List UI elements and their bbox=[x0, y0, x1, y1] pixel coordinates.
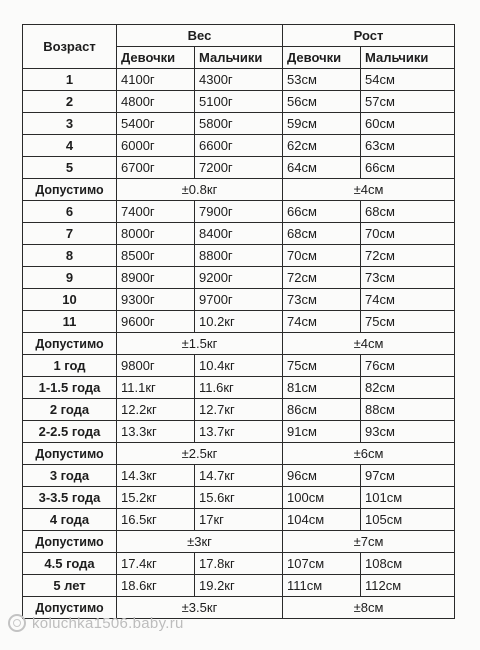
table-row bbox=[23, 135, 455, 157]
weight-girls-cell: 16.5кг bbox=[117, 509, 195, 531]
height-boys-cell: 101см bbox=[361, 487, 455, 509]
height-boys-cell: 74см bbox=[361, 289, 455, 311]
height-girls-cell: 70см bbox=[283, 245, 361, 267]
height-girls-cell: 86см bbox=[283, 399, 361, 421]
weight-girls-cell: 6000г bbox=[117, 135, 195, 157]
height-boys-cell: 88см bbox=[361, 399, 455, 421]
weight-girls-cell: 9800г bbox=[117, 355, 195, 377]
age-cell: 2 года bbox=[23, 399, 117, 421]
tolerance-height: ±8см bbox=[283, 597, 455, 619]
weight-girls-cell: 13.3кг bbox=[117, 421, 195, 443]
age-cell: 2-2.5 года bbox=[23, 421, 117, 443]
weight-girls-cell: 11.1кг bbox=[117, 377, 195, 399]
column-header-height-boys: Мальчики bbox=[361, 47, 455, 69]
table-row bbox=[23, 113, 455, 135]
height-girls-cell: 107см bbox=[283, 553, 361, 575]
table-row bbox=[23, 553, 455, 575]
table-row bbox=[23, 91, 455, 113]
weight-girls-cell: 8500г bbox=[117, 245, 195, 267]
age-cell: 10 bbox=[23, 289, 117, 311]
table-row bbox=[23, 509, 455, 531]
tolerance-label: Допустимо bbox=[23, 531, 117, 553]
height-boys-cell: 108см bbox=[361, 553, 455, 575]
height-boys-cell: 66см bbox=[361, 157, 455, 179]
table-row bbox=[23, 289, 455, 311]
tolerance-height: ±4см bbox=[283, 333, 455, 355]
weight-girls-cell: 9600г bbox=[117, 311, 195, 333]
height-girls-cell: 104см bbox=[283, 509, 361, 531]
height-girls-cell: 96см bbox=[283, 465, 361, 487]
table-row bbox=[23, 575, 455, 597]
weight-boys-cell: 8800г bbox=[195, 245, 283, 267]
weight-boys-cell: 19.2кг bbox=[195, 575, 283, 597]
age-cell: 3-3.5 года bbox=[23, 487, 117, 509]
weight-boys-cell: 13.7кг bbox=[195, 421, 283, 443]
weight-girls-cell: 12.2кг bbox=[117, 399, 195, 421]
weight-girls-cell: 7400г bbox=[117, 201, 195, 223]
age-cell: 4 года bbox=[23, 509, 117, 531]
weight-boys-cell: 9700г bbox=[195, 289, 283, 311]
height-boys-cell: 57см bbox=[361, 91, 455, 113]
table-row bbox=[23, 377, 455, 399]
weight-girls-cell: 9300г bbox=[117, 289, 195, 311]
tolerance-height: ±7см bbox=[283, 531, 455, 553]
weight-girls-cell: 5400г bbox=[117, 113, 195, 135]
tolerance-row bbox=[23, 179, 455, 201]
age-cell: 6 bbox=[23, 201, 117, 223]
table-row bbox=[23, 245, 455, 267]
tolerance-label: Допустимо bbox=[23, 333, 117, 355]
tolerance-height: ±6см bbox=[283, 443, 455, 465]
tolerance-row bbox=[23, 333, 455, 355]
age-cell: 9 bbox=[23, 267, 117, 289]
weight-girls-cell: 4800г bbox=[117, 91, 195, 113]
weight-boys-cell: 5100г bbox=[195, 91, 283, 113]
weight-boys-cell: 5800г bbox=[195, 113, 283, 135]
table-row bbox=[23, 355, 455, 377]
tolerance-weight: ±3.5кг bbox=[117, 597, 283, 619]
column-header-height: Рост bbox=[283, 25, 455, 47]
height-girls-cell: 68см bbox=[283, 223, 361, 245]
table-row bbox=[23, 487, 455, 509]
column-header-height-girls: Девочки bbox=[283, 47, 361, 69]
weight-girls-cell: 6700г bbox=[117, 157, 195, 179]
age-cell: 8 bbox=[23, 245, 117, 267]
column-header-weight: Вес bbox=[117, 25, 283, 47]
column-header-weight-boys: Мальчики bbox=[195, 47, 283, 69]
weight-boys-cell: 14.7кг bbox=[195, 465, 283, 487]
watermark bbox=[8, 611, 268, 635]
weight-boys-cell: 8400г bbox=[195, 223, 283, 245]
header-row-main bbox=[23, 25, 455, 47]
weight-boys-cell: 6600г bbox=[195, 135, 283, 157]
height-girls-cell: 73см bbox=[283, 289, 361, 311]
age-cell: 4 bbox=[23, 135, 117, 157]
height-girls-cell: 72см bbox=[283, 267, 361, 289]
weight-girls-cell: 8900г bbox=[117, 267, 195, 289]
height-boys-cell: 68см bbox=[361, 201, 455, 223]
weight-boys-cell: 4300г bbox=[195, 69, 283, 91]
baby-ru-logo-icon bbox=[8, 614, 26, 632]
height-boys-cell: 54см bbox=[361, 69, 455, 91]
weight-boys-cell: 7200г bbox=[195, 157, 283, 179]
height-girls-cell: 91см bbox=[283, 421, 361, 443]
weight-boys-cell: 15.6кг bbox=[195, 487, 283, 509]
tolerance-row bbox=[23, 531, 455, 553]
tolerance-label: Допустимо bbox=[23, 443, 117, 465]
height-boys-cell: 60см bbox=[361, 113, 455, 135]
height-girls-cell: 66см bbox=[283, 201, 361, 223]
height-boys-cell: 72см bbox=[361, 245, 455, 267]
weight-girls-cell: 18.6кг bbox=[117, 575, 195, 597]
height-girls-cell: 111см bbox=[283, 575, 361, 597]
height-boys-cell: 73см bbox=[361, 267, 455, 289]
age-cell: 2 bbox=[23, 91, 117, 113]
table-row bbox=[23, 465, 455, 487]
table-row bbox=[23, 267, 455, 289]
height-girls-cell: 81см bbox=[283, 377, 361, 399]
table-row bbox=[23, 421, 455, 443]
table-row bbox=[23, 157, 455, 179]
weight-girls-cell: 15.2кг bbox=[117, 487, 195, 509]
weight-girls-cell: 17.4кг bbox=[117, 553, 195, 575]
height-girls-cell: 56см bbox=[283, 91, 361, 113]
table-row bbox=[23, 69, 455, 91]
growth-table bbox=[22, 24, 455, 619]
height-girls-cell: 64см bbox=[283, 157, 361, 179]
height-boys-cell: 70см bbox=[361, 223, 455, 245]
tolerance-weight: ±3кг bbox=[117, 531, 283, 553]
age-cell: 5 bbox=[23, 157, 117, 179]
height-boys-cell: 105см bbox=[361, 509, 455, 531]
age-cell: 1-1.5 года bbox=[23, 377, 117, 399]
height-girls-cell: 74см bbox=[283, 311, 361, 333]
age-cell: 3 bbox=[23, 113, 117, 135]
height-boys-cell: 63см bbox=[361, 135, 455, 157]
age-cell: 4.5 года bbox=[23, 553, 117, 575]
weight-girls-cell: 8000г bbox=[117, 223, 195, 245]
weight-boys-cell: 17кг bbox=[195, 509, 283, 531]
tolerance-row bbox=[23, 443, 455, 465]
table-row bbox=[23, 201, 455, 223]
weight-boys-cell: 12.7кг bbox=[195, 399, 283, 421]
table-row bbox=[23, 311, 455, 333]
age-cell: 11 bbox=[23, 311, 117, 333]
age-cell: 1 год bbox=[23, 355, 117, 377]
tolerance-weight: ±1.5кг bbox=[117, 333, 283, 355]
table-body bbox=[23, 69, 455, 619]
height-boys-cell: 97см bbox=[361, 465, 455, 487]
age-cell: 3 года bbox=[23, 465, 117, 487]
growth-table-sheet bbox=[22, 24, 454, 619]
height-girls-cell: 100см bbox=[283, 487, 361, 509]
weight-boys-cell: 10.2кг bbox=[195, 311, 283, 333]
table-row bbox=[23, 223, 455, 245]
weight-girls-cell: 4100г bbox=[117, 69, 195, 91]
table-row bbox=[23, 399, 455, 421]
tolerance-weight: ±2.5кг bbox=[117, 443, 283, 465]
age-cell: 5 лет bbox=[23, 575, 117, 597]
height-boys-cell: 112см bbox=[361, 575, 455, 597]
column-header-weight-girls: Девочки bbox=[117, 47, 195, 69]
weight-boys-cell: 9200г bbox=[195, 267, 283, 289]
tolerance-label: Допустимо bbox=[23, 597, 117, 619]
weight-boys-cell: 7900г bbox=[195, 201, 283, 223]
height-boys-cell: 82см bbox=[361, 377, 455, 399]
height-girls-cell: 53см bbox=[283, 69, 361, 91]
watermark-text: koluchka1506.baby.ru bbox=[32, 614, 184, 632]
column-header-age: Возраст bbox=[23, 25, 117, 69]
age-cell: 7 bbox=[23, 223, 117, 245]
tolerance-height: ±4см bbox=[283, 179, 455, 201]
tolerance-label: Допустимо bbox=[23, 179, 117, 201]
height-boys-cell: 75см bbox=[361, 311, 455, 333]
age-cell: 1 bbox=[23, 69, 117, 91]
height-girls-cell: 59см bbox=[283, 113, 361, 135]
weight-boys-cell: 17.8кг bbox=[195, 553, 283, 575]
height-girls-cell: 75см bbox=[283, 355, 361, 377]
weight-girls-cell: 14.3кг bbox=[117, 465, 195, 487]
height-boys-cell: 93см bbox=[361, 421, 455, 443]
weight-boys-cell: 10.4кг bbox=[195, 355, 283, 377]
height-girls-cell: 62см bbox=[283, 135, 361, 157]
height-boys-cell: 76см bbox=[361, 355, 455, 377]
tolerance-weight: ±0.8кг bbox=[117, 179, 283, 201]
weight-boys-cell: 11.6кг bbox=[195, 377, 283, 399]
